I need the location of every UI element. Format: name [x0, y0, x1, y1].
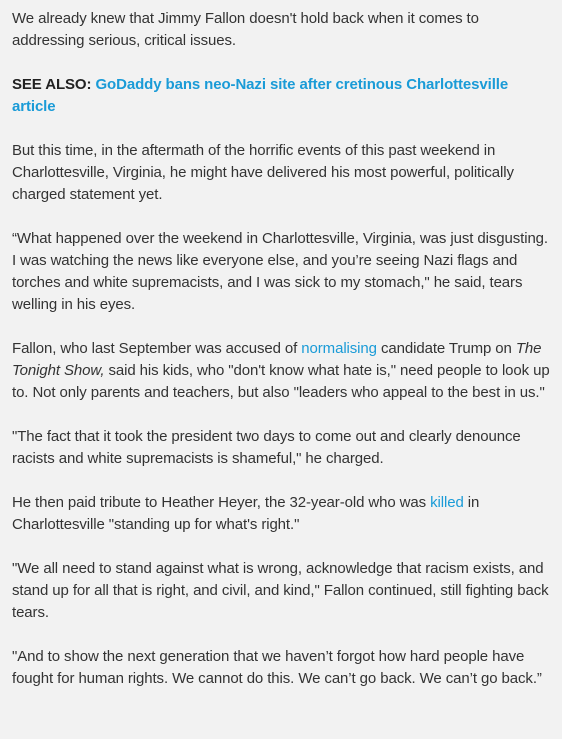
paragraph-quote-1: “What happened over the weekend in Charlottesville, Virginia, was just disgusting. I was watching the news like everyone else, and you’re seeing Nazi flags and torches and white supremacists, and I was sick to my stomach," he said, tears welling in his eyes. [12, 230, 548, 313]
paragraph-fallon-kids [12, 338, 550, 404]
see-also-callout [12, 74, 550, 118]
see-also-link[interactable]: GoDaddy bans neo-Nazi site after cretinous Charlottesville article [12, 76, 509, 115]
paragraph-quote-2: "The fact that it took the president two days to come out and clearly denounce racists and white supremacists is shameful," he charged. [12, 428, 521, 467]
show-title: The Tonight Show, [12, 340, 542, 379]
p4-text-middle: candidate Trump on [376, 340, 516, 357]
p6-text-before: He then paid tribute to Heather Heyer, the 32-year-old who was [12, 494, 431, 511]
paragraph-tribute [12, 492, 550, 536]
p4-text-rest: said his kids, who "don't know what hate is," need people to look up to. Not only parents and teachers, but also "leaders who appeal to the best in us." [12, 362, 550, 401]
see-also-label: SEE ALSO: [12, 76, 92, 93]
paragraph-quote-4: "And to show the next generation that we haven’t forgot how hard people have fought for human rights. We cannot do this. We can’t go back. We can’t go back.” [12, 648, 542, 687]
paragraph-intro: We already knew that Jimmy Fallon doesn't hold back when it comes to addressing serious, critical issues. [12, 10, 479, 49]
normalising-link[interactable]: normalising [301, 340, 377, 357]
killed-link[interactable]: killed [430, 494, 464, 511]
p6-text-after: in Charlottesville "standing up for what's right." [12, 494, 480, 533]
paragraph-context: But this time, in the aftermath of the horrific events of this past weekend in Charlottesville, Virginia, he might have delivered his most powerful, politically charged statement yet. [12, 142, 514, 203]
paragraph-quote-3: "We all need to stand against what is wrong, acknowledge that racism exists, and stand up for all that is right, and civil, and kind," Fallon continued, still fighting back tears. [12, 560, 549, 621]
p4-text-before: Fallon, who last September was accused of [12, 340, 302, 357]
